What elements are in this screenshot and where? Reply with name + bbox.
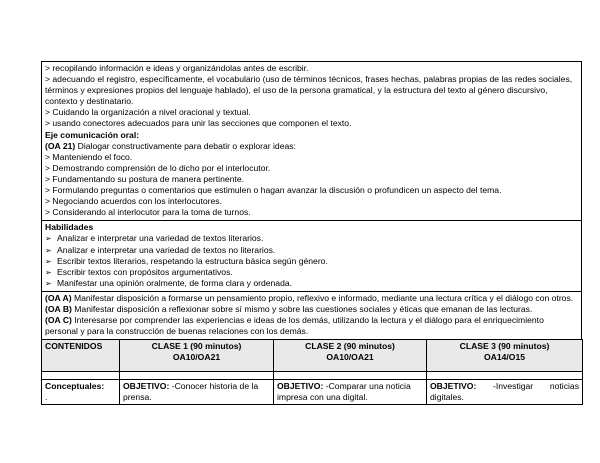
planning-table [41,339,583,405]
writing-item-2: > adecuando el registro, específicamente, el vocabulario (uso de términos técnicos, frases hechas, palabras propias de las redes sociales, términos y expresiones propios del lenguaje hablado), el uso de la persona gramatical, y la estructura del texto al género discursivo, contexto y destinatario. [45,74,573,107]
oa21-line [45,141,579,152]
table-row [42,380,583,405]
oral-item: > Fundamentando su postura de manera pertinente. [45,173,244,184]
habilidades-heading: Habilidades [45,222,94,233]
header-clase-3: CLASE 3 (90 minutos) OA14/O15 [427,340,583,372]
arrow-bullet-icon: ➢ [45,234,52,244]
habilidad-item: ➢ Analizar e interpretar una variedad de textos literarios. [45,233,264,244]
row-label-cell: Conceptuales: . [42,380,120,405]
table-spacer-row [42,372,583,380]
actitud-oa-b: (OA B) Manifestar disposición a reflexionar sobre sí mismo y sobre las cuestiones sociales y éticas que emanan de las lecturas. [45,303,533,314]
oral-item: > Considerando al interlocutor para la toma de turnos. [45,207,251,218]
actitud-oa-c: (OA C) Interesarse por comprender las experiencias e ideas de los demás, utilizando la lectura y el diálogo para el enriquecimiento personal y para la construcción de buenas relaciones con los demás. [45,315,544,337]
writing-item-4: > usando conectores adecuados para unir las secciones que componen el texto. [45,118,352,129]
table-header-row [42,340,583,372]
actitudes-section [41,291,582,339]
clase-3-objective: OBJETIVO: -Investigar noticias digitales. [427,380,583,405]
oral-item: > Manteniendo el foco. [45,151,133,162]
arrow-bullet-icon: ➢ [45,267,52,277]
document-page [41,61,582,405]
oa21-code: (OA 21) [45,140,76,151]
oral-heading: Eje comunicación oral: [45,129,140,140]
arrow-bullet-icon: ➢ [45,256,52,266]
oral-item: > Negociando acuerdos con los interlocutores. [45,196,222,207]
clase-1-objective: OBJETIVO: -Conocer historia de la prensa. [120,380,274,405]
oa21-text: Dialogar constructivamente para debatir o explorar ideas: [75,140,296,151]
habilidad-item: ➢ Escribir textos literarios, respetando la estructura básica según género. [45,255,328,266]
oral-item: > Formulando preguntas o comentarios que estimulen o hagan avanzar la discusión o profundicen un aspecto del tema. [45,185,502,196]
writing-item-1: > recopilando información e ideas y organizándolas antes de escribir. [45,63,309,73]
habilidad-item: ➢ Manifestar una opinión oralmente, de forma clara y ordenada. [45,277,293,288]
clase-2-objective: OBJETIVO: -Comparar una noticia impresa con una digital. [274,380,427,405]
header-clase-1: CLASE 1 (90 minutos) OA10/OA21 [120,340,274,372]
arrow-bullet-icon: ➢ [45,245,52,255]
habilidad-item: ➢ Analizar e interpretar una variedad de textos no literarios. [45,244,276,255]
header-clase-2: CLASE 2 (90 minutos) OA10/OA21 [274,340,427,372]
writing-item-3: > Cuidando la organización a nivel oracional y textual. [45,107,251,118]
arrow-bullet-icon: ➢ [45,278,52,288]
oral-item: > Demostrando comprensión de lo dicho por el interlocutor. [45,162,271,173]
habilidades-section [41,220,582,291]
writing-oral-section [41,61,582,220]
header-contenidos: CONTENIDOS [42,340,120,372]
habilidad-item: ➢ Escribir textos con propósitos argumentativos. [45,266,233,277]
actitud-oa-a: (OA A) Manifestar disposición a formarse un pensamiento propio, reflexivo e informado, mediante una lectura crítica y el diálogo con otros. [45,292,574,303]
